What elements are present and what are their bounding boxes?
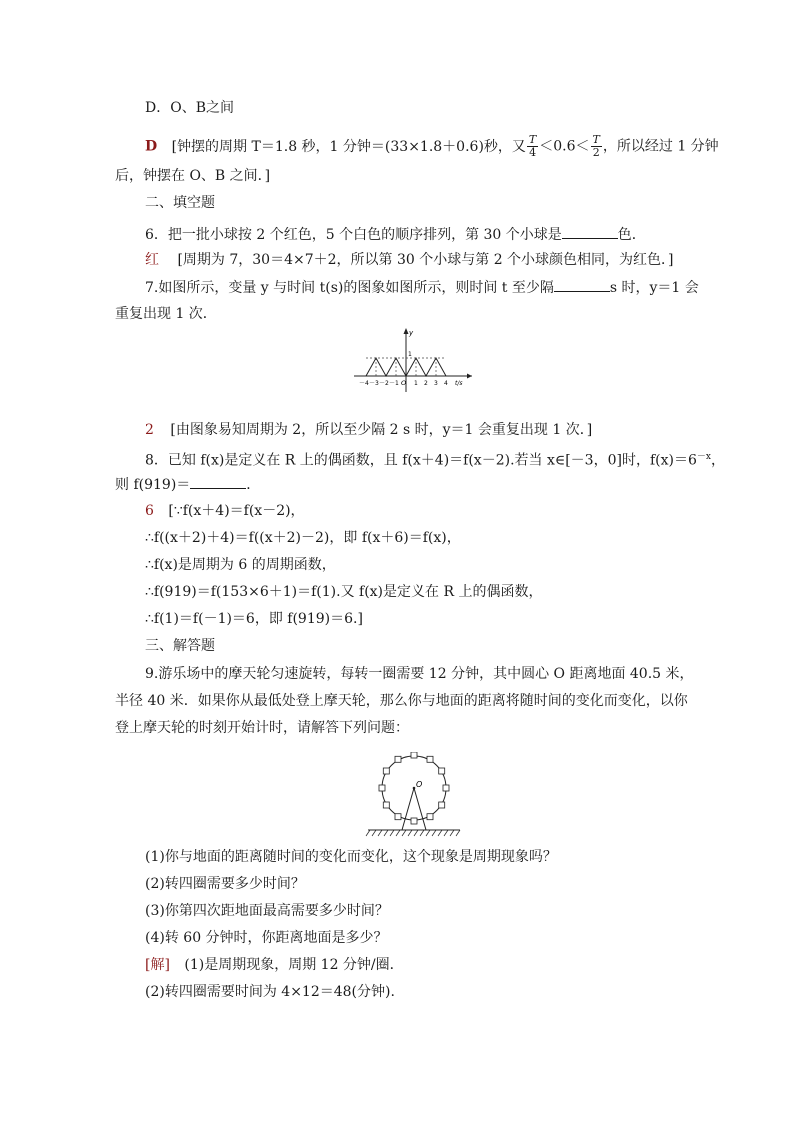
question-8-continued: 则 f(919)＝ ．	[115, 474, 260, 495]
question-9-part-2: (2)转四圈需要多少时间？	[145, 876, 305, 892]
answer-7: 2 [由图象易知周期为 2，所以至少隔 2 s 时，y＝1 会重复出现 1 次．]	[145, 422, 593, 438]
option-d: D．O、B之间	[145, 100, 234, 116]
fraction-t-over-2: $\frac{T}{2}$	[592, 133, 600, 159]
tick-label: －2	[379, 380, 389, 387]
answer-blank	[554, 277, 610, 292]
question-9-line-1: 9.游乐场中的摩天轮匀速旋转，每转一圈需要 12 分钟，其中圆心 O 距离地面 40.5 米，	[145, 666, 694, 682]
question-7: 7.如图所示，变量 y 与时间 t(s)的图象如图所示，则时间 t 至少隔 s 时，y＝1 会	[145, 277, 699, 298]
answer-8-line-4: ∴f(919)＝f(153×6＋1)＝f(1).又 f(x)是定义在 R 上的偶函数，	[145, 584, 543, 600]
y-one-label: 1	[408, 351, 412, 358]
tick-label: －4	[359, 380, 369, 387]
solution-part-2: (2)转四圈需要时间为 4×12＝48(分钟).	[145, 984, 395, 1000]
tick-label: －1	[389, 380, 399, 387]
answer-value: 2	[145, 422, 154, 438]
answer-8-line-1: 6 [∵f(x＋4)＝f(x－2)，	[145, 503, 305, 519]
x-axis-arrow	[467, 374, 472, 379]
ground-hatching	[366, 830, 460, 836]
fraction-t-over-4: $\frac{T}{4}$	[528, 133, 537, 159]
answer-8-line-3: ∴f(x)是周期为 6 的周期函数，	[145, 557, 336, 573]
question-9-part-3: (3)你第四次距地面最高需要多少时间？	[145, 903, 389, 919]
question-9-line-3: 登上摩天轮的时刻开始计时，请解答下列问题：	[115, 720, 409, 736]
periodic-graph-figure	[352, 326, 476, 394]
section-heading-solve: 三、解答题	[145, 638, 215, 654]
tick-label: 1	[414, 380, 418, 387]
wheel-center-point	[413, 787, 416, 790]
tick-label: －3	[369, 380, 379, 387]
question-9-part-4: (4)转 60 分钟时，你距离地面是多少？	[145, 930, 388, 946]
answer-letter: D	[145, 138, 158, 155]
question-8: 8．已知 f(x)是定义在 R 上的偶函数，且 f(x＋4)＝f(x－2).若当 x∈[－3，0]时，$f(x)=6^{-x}$，	[145, 452, 725, 469]
answer-8-line-2: ∴f((x＋2)＋4)＝f((x＋2)－2)，即 f(x＋6)＝f(x)，	[145, 530, 461, 546]
answer-value: 6	[145, 503, 154, 519]
answer-blank	[190, 474, 246, 489]
ferris-wheel-figure	[364, 752, 464, 838]
answer-value: 红	[145, 252, 159, 268]
answer-6: 红 [周期为 7，30＝4×7＋2，所以第 30 个小球与第 2 个小球颜色相同，为红色．]	[145, 252, 674, 268]
question-9-part-1: (1)你与地面的距离随时间的变化而变化，这个现象是周期现象吗？	[145, 849, 557, 865]
y-axis-label: y	[409, 329, 414, 337]
answer-text-b: ＜0.6＜	[539, 138, 590, 155]
answer-text-c: ，所以经过 1 分钟	[602, 138, 719, 155]
tick-label: 3	[434, 380, 438, 387]
tick-label: 2	[424, 380, 428, 387]
x-axis-label: t/s	[455, 380, 463, 387]
question-7-continued: 重复出现 1 次．	[115, 306, 217, 322]
question-9-line-2: 半径 40 米．如果你从最低处登上摩天轮，那么你与地面的距离将随时间的变化而变化，以你	[115, 693, 688, 709]
answer-d-line	[145, 134, 719, 159]
section-heading-fill-in: 二、填空题	[145, 195, 215, 211]
solution-tag: [解]	[145, 957, 170, 973]
tick-label: 4	[444, 380, 448, 387]
answer-8-line-5: ∴f(1)＝f(－1)＝6，即 f(919)＝6.]	[145, 611, 363, 627]
solution-part-1: [解] (1)是周期现象，周期 12 分钟/圈．	[145, 957, 404, 973]
origin-label: O	[401, 379, 407, 387]
y-axis-arrow	[404, 328, 409, 334]
answer-blank	[562, 224, 618, 239]
center-label: O	[416, 780, 423, 789]
answer-d-continued: 后，钟摆在 O、B 之间．]	[115, 168, 271, 184]
answer-text-a: [钟摆的周期 T＝1.8 秒，1 分钟＝(33×1.8＋0.6)秒，又	[171, 138, 526, 155]
question-6: 6．把一批小球按 2 个红色，5 个白色的顺序排列，第 30 个小球是 色．	[145, 224, 646, 245]
